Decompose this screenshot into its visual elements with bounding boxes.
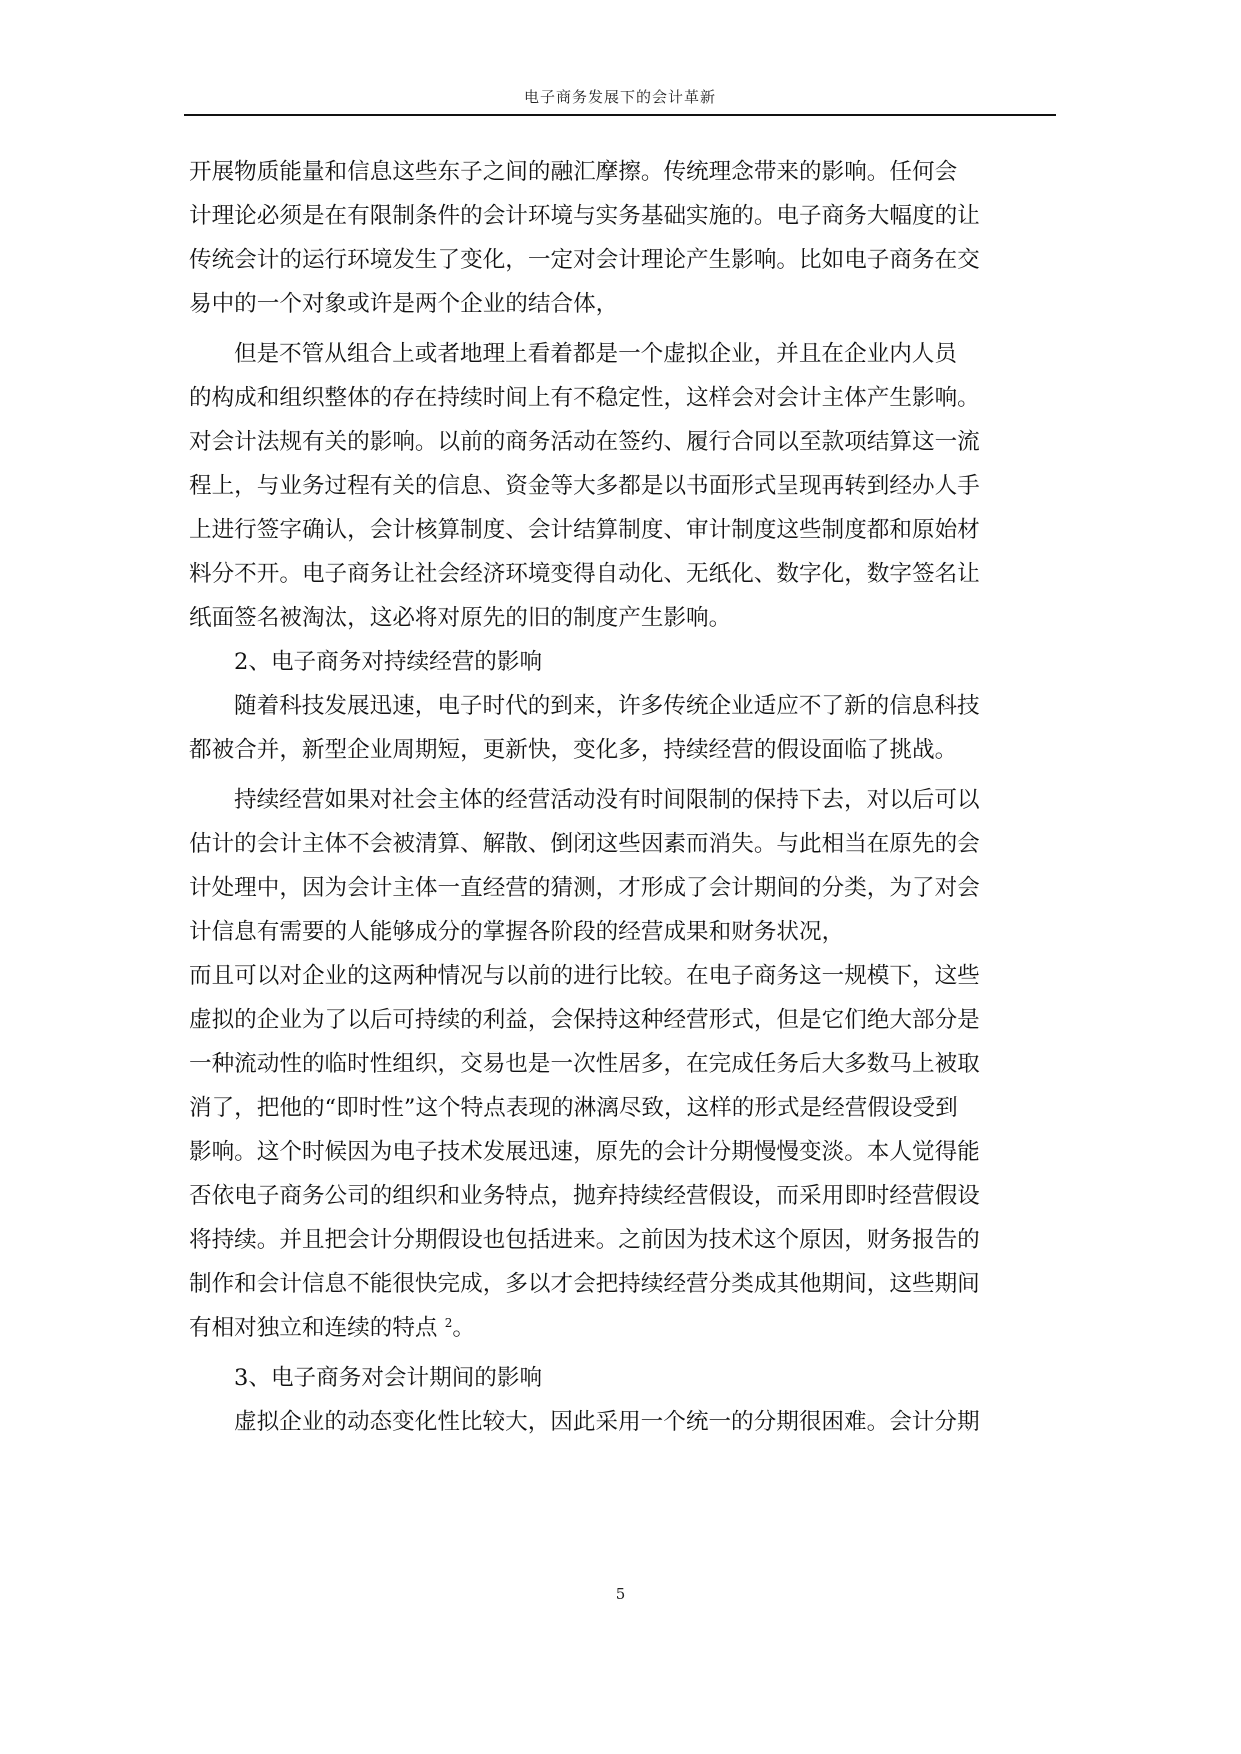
text-line: 但是不管从组合上或者地理上看着都是一个虚拟企业，并且在企业内人员 — [234, 341, 957, 367]
text-span: 。 — [452, 1315, 475, 1341]
text-line: 制作和会计信息不能很快完成，多以才会把持续经营分类成其他期间，这些期间 — [189, 1271, 980, 1297]
text-line: 估计的会计主体不会被清算、解散、倒闭这些因素而消失。与此相当在原先的会 — [189, 831, 980, 857]
text-line: 随着科技发展迅速，电子时代的到来，许多传统企业适应不了新的信息科技 — [234, 693, 980, 719]
text-line: 而且可以对企业的这两种情况与以前的进行比较。在电子商务这一规模下，这些 — [189, 963, 980, 989]
text-span: 有相对独立和连续的特点 — [189, 1315, 438, 1341]
text-line: 影响。这个时候因为电子技术发展迅速，原先的会计分期慢慢变淡。本人觉得能 — [189, 1139, 980, 1165]
text-line: 计处理中，因为会计主体一直经营的猜测，才形成了会计期间的分类，为了对会 — [189, 875, 980, 901]
text-line: 虚拟企业的动态变化性比较大，因此采用一个统一的分期很困难。会计分期 — [234, 1409, 980, 1435]
text-line: 开展物质能量和信息这些东子之间的融汇摩擦。传统理念带来的影响。任何会 — [189, 159, 958, 185]
text-line-with-footnote — [189, 1306, 1057, 1350]
header-rule — [184, 114, 1056, 116]
text-line: 易中的一个对象或许是两个企业的结合体， — [189, 291, 619, 317]
text-line: 计信息有需要的人能够成分的掌握各阶段的经营成果和财务状况， — [189, 919, 845, 945]
page-body — [189, 150, 1057, 1444]
section-heading: 2、电子商务对持续经营的影响 — [234, 649, 543, 675]
text-line: 传统会计的运行环境发生了变化，一定对会计理论产生影响。比如电子商务在交 — [189, 247, 980, 273]
page-number: 5 — [615, 1585, 626, 1603]
text-line: 持续经营如果对社会主体的经营活动没有时间限制的保持下去，对以后可以 — [234, 787, 980, 813]
text-line: 上进行签字确认，会计核算制度、会计结算制度、审计制度这些制度都和原始材 — [189, 517, 980, 543]
text-line: 对会计法规有关的影响。以前的商务活动在签约、履行合同以至款项结算这一流 — [189, 429, 980, 455]
text-line: 虚拟的企业为了以后可持续的利益，会保持这种经营形式，但是它们绝大部分是 — [189, 1007, 980, 1033]
footnote-marker: 2 — [444, 1316, 453, 1330]
text-line: 计理论必须是在有限制条件的会计环境与实务基础实施的。电子商务大幅度的让 — [189, 203, 980, 229]
text-line: 一种流动性的临时性组织，交易也是一次性居多，在完成任务后大多数马上被取 — [189, 1051, 980, 1077]
text-line: 的构成和组织整体的存在持续时间上有不稳定性，这样会对会计主体产生影响。 — [189, 385, 980, 411]
text-line: 料分不开。电子商务让社会经济环境变得自动化、无纸化、数字化，数字签名让 — [189, 561, 980, 587]
text-line: 将持续。并且把会计分期假设也包括进来。之前因为技术这个原因，财务报告的 — [189, 1227, 980, 1253]
text-line: 纸面签名被淘汰，这必将对原先的旧的制度产生影响。 — [189, 605, 732, 631]
text-line: 消了，把他的“即时性”这个特点表现的淋漓尽致，这样的形式是经营假设受到 — [189, 1095, 958, 1121]
text-line: 程上，与业务过程有关的信息、资金等大多都是以书面形式呈现再转到经办人手 — [189, 473, 980, 499]
section-heading: 3、电子商务对会计期间的影响 — [234, 1365, 543, 1391]
text-line: 都被合并，新型企业周期短，更新快，变化多，持续经营的假设面临了挑战。 — [189, 737, 958, 763]
text-line: 否依电子商务公司的组织和业务特点，抛弃持续经营假设，而采用即时经营假设 — [189, 1183, 980, 1209]
running-header: 电子商务发展下的会计革新 — [523, 88, 716, 106]
